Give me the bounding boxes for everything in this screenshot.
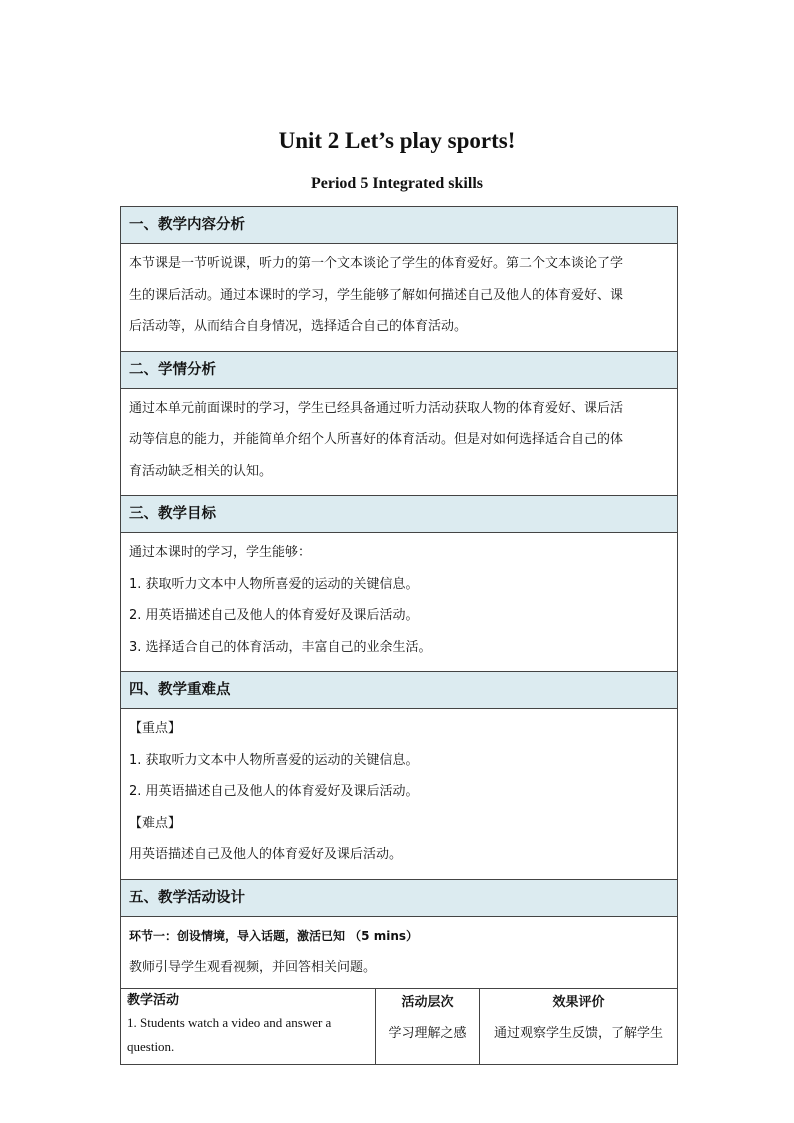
activity-level-cell: [376, 989, 480, 1064]
activity-level-header: 活动层次: [401, 994, 454, 1010]
step-title: 环节一：创设情境，导入话题，激活已知 （5 mins）: [129, 928, 419, 943]
paragraph-line: 通过本单元前面课时的学习，学生已经具备通过听力活动获取人物的体育爱好、课后活: [129, 400, 624, 416]
step-description: 教师引导学生观看视频，并回答相关问题。: [129, 960, 377, 975]
section-heading-activity-design: 五、教学活动设计: [121, 880, 677, 917]
paragraph-line: 育活动缺乏相关的认知。: [129, 463, 273, 479]
evaluation-cell: [480, 989, 677, 1064]
section-heading-student-analysis: 二、学情分析: [121, 352, 677, 389]
activity-cell: [121, 989, 376, 1064]
objective-item: 3. 选择适合自己的体育活动，丰富自己的业余生活。: [129, 639, 432, 655]
key-point-item: 2. 用英语描述自己及他人的体育爱好及课后活动。: [129, 784, 419, 799]
evaluation-value: 通过观察学生反馈，了解学生: [493, 1025, 663, 1041]
key-point-label: 【重点】: [129, 721, 182, 736]
key-point-item: 1. 获取听力文本中人物所喜爱的运动的关键信息。: [129, 752, 419, 768]
section-heading-content-analysis: 一、教学内容分析: [121, 207, 677, 244]
section-heading-objectives: 三、教学目标: [121, 496, 677, 533]
section-body-activity-design: [121, 917, 677, 989]
paragraph-line: 动等信息的能力，并能简单介绍个人所喜好的体育活动。但是对如何选择适合自己的体: [129, 432, 624, 447]
evaluation-header: 效果评价: [552, 994, 605, 1010]
difficult-point-label: 【难点】: [129, 815, 182, 831]
objective-item: 1. 获取听力文本中人物所喜爱的运动的关键信息。: [129, 576, 419, 592]
section-body-key-points: [121, 709, 677, 880]
paragraph-line: 生的课后活动。通过本课时的学习，学生能够了解如何描述自己及他人的体育爱好、课: [129, 287, 624, 303]
paragraph-line: 通过本课时的学习，学生能够：: [129, 545, 312, 560]
difficult-point-item: 用英语描述自己及他人的体育爱好及课后活动。: [129, 847, 403, 862]
paragraph-line: 本节课是一节听说课，听力的第一个文本谈论了学生的体育爱好。第二个文本谈论了学: [129, 256, 624, 271]
section-body-content-analysis: [121, 244, 677, 352]
paragraph-line: 后活动等，从而结合自身情况，选择适合自己的体育活动。: [129, 319, 468, 334]
lesson-plan-table: [120, 206, 678, 1065]
objective-item: 2. 用英语描述自己及他人的体育爱好及课后活动。: [129, 608, 419, 623]
activity-table-row: [121, 989, 677, 1065]
document-title: Unit 2 Let’s play sports!: [278, 128, 516, 153]
section-body-objectives: [121, 533, 677, 672]
activity-level-value: 学习理解之感: [388, 1025, 467, 1041]
activity-header: 教学活动: [127, 992, 180, 1008]
document-subtitle: Period 5 Integrated skills: [311, 175, 483, 192]
section-heading-key-points: 四、教学重难点: [121, 672, 677, 709]
activity-text: 1. Students watch a video and answer a question.: [127, 1014, 332, 1054]
section-body-student-analysis: [121, 389, 677, 497]
